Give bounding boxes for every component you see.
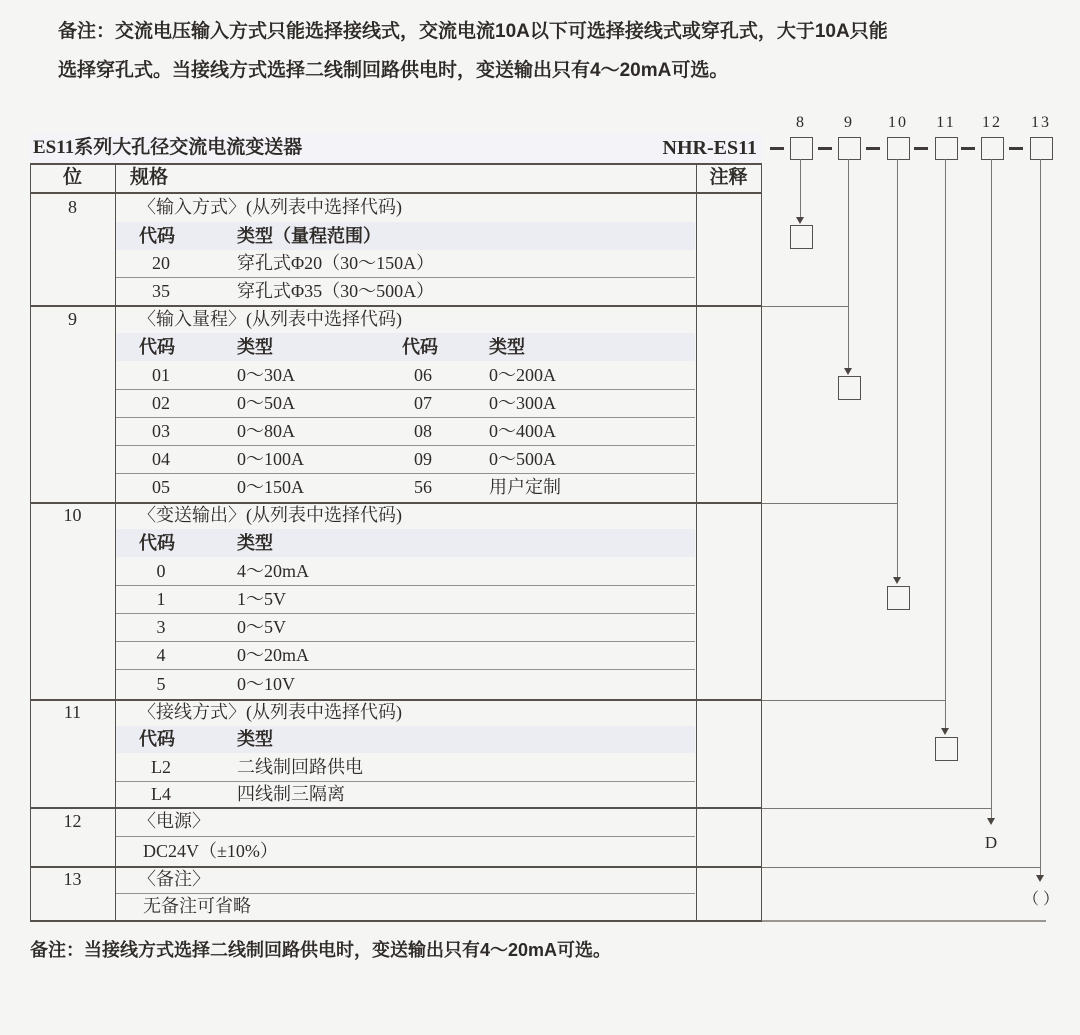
type-cell: 0～100A [237,449,304,469]
top-note-line-2: 选择穿孔式。当接线方式选择二线制回路供电时，变送输出只有4～20mA可选。 [58,60,729,81]
code-cell: 09 [414,449,432,469]
digit-label-13: 13 [1031,114,1051,131]
column-header-pos: 位 [62,167,82,188]
type-cell: 四线制三隔离 [237,784,345,804]
pos-number-13: 13 [63,869,82,889]
type-cell: 0～200A [489,365,556,385]
connector-line-11 [945,159,946,729]
s9-header-code1: 代码 [139,337,175,357]
s10-label: 〈变送输出〉(从列表中选择代码) [138,505,402,525]
s9-label: 〈输入量程〉(从列表中选择代码) [138,309,402,329]
subheader-band [116,726,695,753]
divider [116,669,695,670]
type-cell: 二线制回路供电 [237,757,363,777]
code-cell: 0 [156,561,166,581]
s8-header-code: 代码 [139,226,175,246]
code-box-8 [790,137,813,160]
extension-line [762,808,992,809]
dash-separator [914,147,928,150]
pos-number-10: 10 [63,505,82,525]
code-cell: 04 [152,449,170,469]
s13-value: 无备注可省略 [143,896,251,916]
page-title: ES11系列大孔径交流电流变送器 [33,137,303,158]
s9-header-type1: 类型 [237,337,273,357]
type-cell: 0～20mA [237,645,309,665]
code-cell: 56 [414,477,432,497]
code-box-10 [887,137,910,160]
s13-label: 〈备注〉 [138,869,210,889]
extension-line [762,503,898,504]
code-cell: 06 [414,365,432,385]
type-cell: 0～5V [237,617,286,637]
subheader-band [116,529,695,557]
divider [116,781,695,782]
arrow-down-icon [941,728,949,735]
type-cell: 0～10V [237,674,295,694]
code-cell: 05 [152,477,170,497]
dash-separator [961,147,975,150]
pos-number-9: 9 [68,309,77,329]
code-cell: 08 [414,421,432,441]
extension-line [762,306,849,307]
type-cell: 0～500A [489,449,556,469]
connector-line-12 [991,159,992,819]
s10-header-type: 类型 [237,533,273,553]
connector-line-9 [848,159,849,368]
code-cell: 3 [156,617,166,637]
digit-label-9: 9 [844,114,854,131]
s11-label: 〈接线方式〉(从列表中选择代码) [138,702,402,722]
pos-number-12: 12 [63,811,82,831]
arrow-down-icon [796,217,804,224]
code-box-13 [1030,137,1053,160]
target-box-11 [935,737,958,761]
code-cell: L4 [151,784,171,804]
column-header-spec: 规格 [130,167,169,188]
code-cell: 35 [152,281,170,301]
digit-label-11: 11 [936,114,956,131]
s11-header-code: 代码 [139,729,175,749]
type-cell: 0～150A [237,477,304,497]
code-cell: 03 [152,421,170,441]
dash-separator [1009,147,1023,150]
top-note-line-1: 备注：交流电压输入方式只能选择接线式，交流电流10A以下可选择接线式或穿孔式，大于10A只能 [58,21,888,42]
target-box-10 [887,586,910,610]
fixed-code-remark: （ ） [1022,891,1059,908]
arrow-down-icon [844,368,852,375]
type-cell: 1～5V [237,589,286,609]
s10-header-code: 代码 [139,533,175,553]
pos-number-11: 11 [63,702,82,722]
type-cell: 4～20mA [237,561,309,581]
code-cell: 5 [156,674,166,694]
arrow-down-icon [1036,875,1044,882]
model-code: NHR-ES11 [662,137,757,159]
type-cell: 0～30A [237,365,295,385]
connector-line-8 [800,159,801,218]
grid-line [30,920,762,922]
type-cell: 0～400A [489,421,556,441]
divider [116,585,695,586]
code-box-12 [981,137,1004,160]
code-box-11 [935,137,958,160]
code-cell: 02 [152,393,170,413]
bottom-note: 备注：当接线方式选择二线制回路供电时，变送输出只有4～20mA可选。 [30,940,612,960]
type-cell: 穿孔式Φ20（30～150A） [237,253,435,273]
extension-line [762,867,1041,868]
digit-label-8: 8 [796,114,806,131]
type-cell: 0～300A [489,393,556,413]
fixed-code-power: D [984,833,998,852]
code-cell: 4 [156,645,166,665]
s8-label: 〈输入方式〉(从列表中选择代码) [138,197,402,217]
s11-header-type: 类型 [237,729,273,749]
column-header-note: 注释 [709,167,748,188]
code-cell: 01 [152,365,170,385]
divider [116,641,695,642]
code-cell: 07 [414,393,432,413]
pos-number-8: 8 [68,197,77,217]
code-cell: L2 [151,757,171,777]
arrow-down-icon [987,818,995,825]
connector-line-10 [897,159,898,578]
target-box-8 [790,225,813,249]
arrow-down-icon [893,577,901,584]
connector-line-13 [1040,159,1041,876]
divider [116,613,695,614]
type-cell: 用户定制 [489,477,561,497]
extension-line [762,920,1046,922]
type-cell: 0～80A [237,421,295,441]
digit-label-12: 12 [982,114,1002,131]
dash-separator [818,147,832,150]
code-box-9 [838,137,861,160]
digit-label-10: 10 [888,114,908,131]
dash-separator [866,147,880,150]
s9-header-type2: 类型 [489,337,525,357]
extension-line [762,700,946,701]
type-cell: 0～50A [237,393,295,413]
code-cell: 20 [152,253,170,273]
code-cell: 1 [156,589,166,609]
s9-header-code2: 代码 [402,337,438,357]
s12-label: 〈电源〉 [138,811,210,831]
subheader-band [116,222,695,250]
dash-separator [770,147,784,150]
s8-header-type: 类型（量程范围） [237,226,381,246]
s12-value: DC24V（±10%） [143,841,278,861]
target-box-9 [838,376,861,400]
type-cell: 穿孔式Φ35（30～500A） [237,281,435,301]
